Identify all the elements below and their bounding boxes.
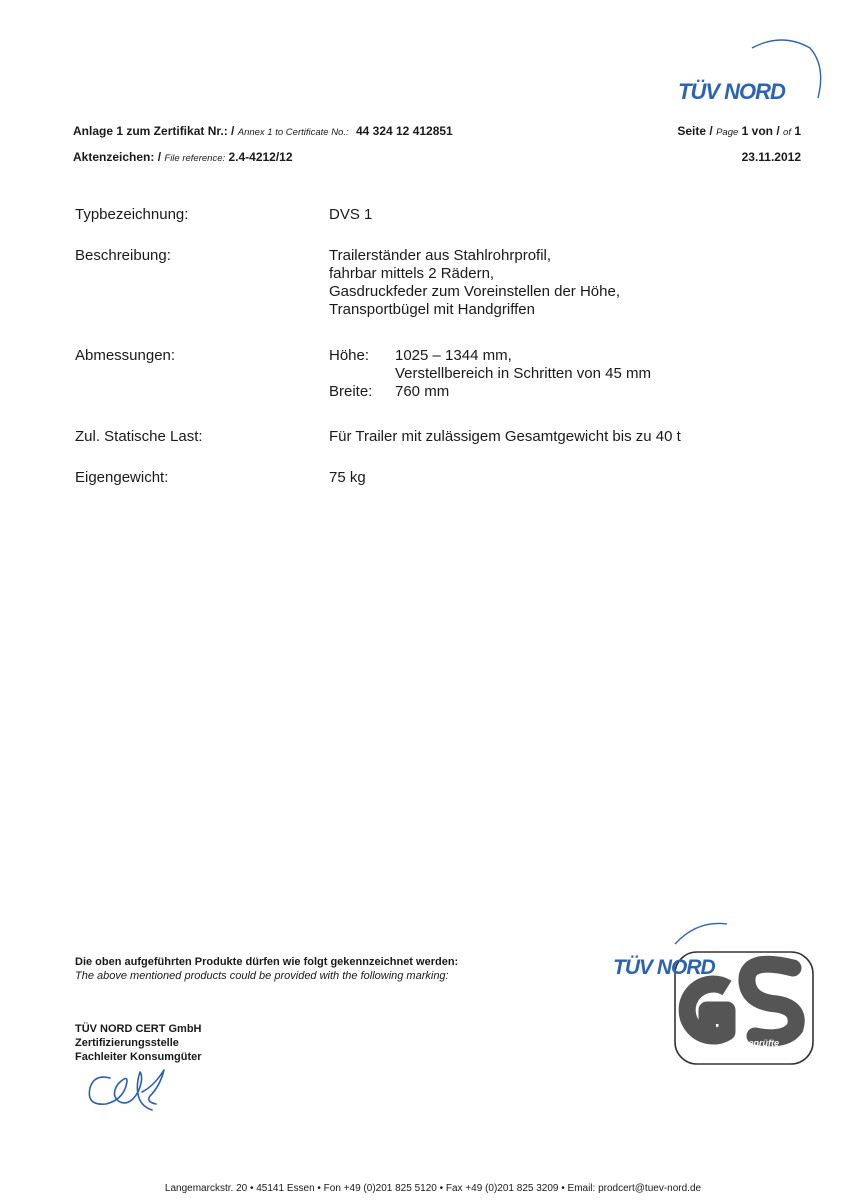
height-key: Höhe: [329, 347, 370, 364]
dimensions-label: Abmessungen: [75, 347, 176, 364]
file-sep: / [157, 150, 162, 164]
footer-address: Langemarckstr. 20 • 45141 Essen • Fon +49 (0)201 825 5120 • Fax +49 (0)201 825 3209 • Email: prodcert@tuev-nord.de [164, 1183, 702, 1194]
gs-mark [605, 918, 820, 1073]
type-value: DVS 1 [329, 206, 373, 223]
page-de: Seite [677, 124, 707, 138]
marking-note [75, 955, 458, 983]
page-en: Page [716, 127, 739, 138]
spacer [329, 365, 395, 383]
gs-caption-line1: geprüfte [743, 1038, 779, 1048]
width-key: Breite: [329, 383, 373, 400]
tuev-nord-logo-top [670, 34, 830, 110]
file-label-en: File reference: [164, 153, 226, 164]
width-row [329, 383, 651, 401]
signatory-company: TÜV NORD CERT GmbH [75, 1023, 202, 1035]
signature [80, 1064, 180, 1116]
height-row [329, 347, 651, 365]
file-label-de: Aktenzeichen: [73, 150, 155, 164]
annex-line [73, 124, 453, 138]
description-value [329, 247, 620, 319]
page-von: von [751, 124, 773, 138]
gs-letters [605, 918, 606, 919]
description-line: Transportbügel mit Handgriffen [329, 301, 535, 318]
description-line: Gasdruckfeder zum Voreinstellen der Höhe, [329, 283, 620, 300]
gs-logo-text: TÜV NORD [613, 956, 715, 979]
signature-icon [80, 1064, 180, 1116]
annex-sep: / [231, 124, 235, 138]
logo-text: TÜV NORD [678, 79, 785, 104]
signatory-block [75, 1022, 202, 1064]
signatory-department: Zertifizierungsstelle [75, 1037, 179, 1049]
description-label: Beschreibung: [75, 247, 171, 264]
marking-note-en: The above mentioned products could be provided with the following marking: [75, 970, 449, 982]
description-line: fahrbar mittels 2 Rädern, [329, 265, 495, 282]
signatory-role: Fachleiter Konsumgüter [75, 1051, 202, 1063]
page-sep-2: / [776, 124, 780, 138]
document-date: 23.11.2012 [741, 150, 801, 164]
file-reference: 2.4-4212/12 [228, 150, 293, 164]
load-value: Für Trailer mit zulässigem Gesamtgewicht bis zu 40 t [329, 428, 681, 445]
height-value: 1025 – 1344 mm, [395, 347, 512, 364]
dimensions-value [329, 347, 651, 401]
load-label: Zul. Statische Last: [75, 428, 203, 445]
page-sep-1: / [709, 124, 713, 138]
page-indicator [677, 124, 801, 138]
gs-mark-icon [605, 918, 820, 1073]
type-label: Typbezeichnung: [75, 206, 189, 223]
page-number: 1 [741, 124, 749, 138]
height-note-row [329, 365, 651, 383]
description-line: Trailerständer aus Stahlrohrprofil, [329, 247, 552, 264]
annex-label-de: Anlage 1 zum Zertifikat Nr.: [73, 124, 228, 138]
width-value: 760 mm [395, 383, 450, 400]
file-reference-line [73, 150, 293, 164]
annex-label-en: Annex 1 to Certificate No.: [237, 127, 349, 138]
weight-value: 75 kg [329, 469, 366, 486]
weight-label: Eigengewicht: [75, 469, 169, 486]
page-total: 1 [794, 124, 801, 138]
gs-caption-line2: Sicherheit [743, 1048, 787, 1058]
page-of: of [783, 127, 791, 138]
height-note: Verstellbereich in Schritten von 45 mm [395, 365, 651, 382]
certificate-number: 44 324 12 412851 [355, 124, 453, 138]
gs-caption [743, 1038, 787, 1058]
marking-note-de: Die oben aufgeführten Produkte dürfen wie folgt gekennzeichnet werden: [75, 956, 459, 968]
